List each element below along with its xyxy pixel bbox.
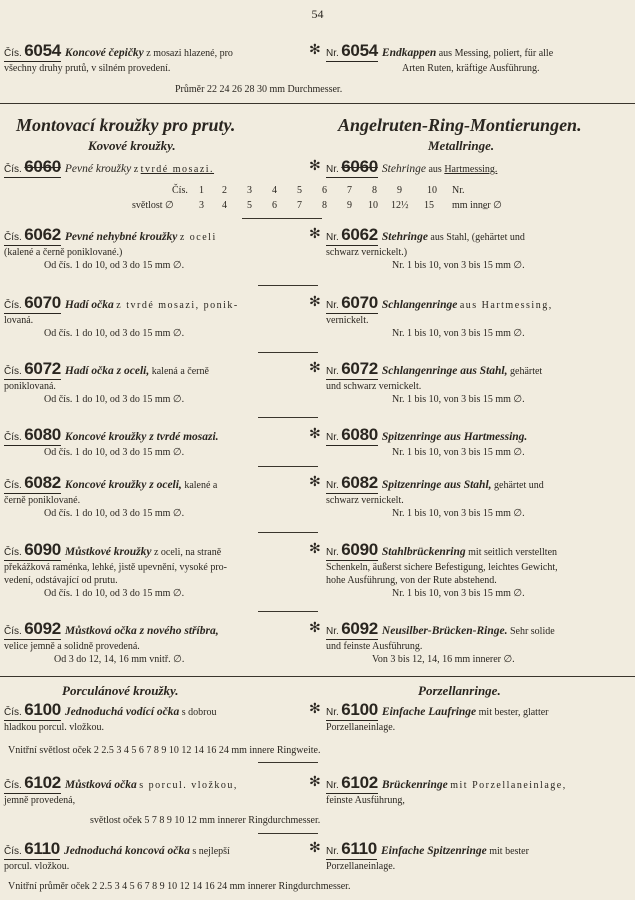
item-desc: aus Hartmessing, <box>459 300 553 311</box>
item-6100-de <box>326 700 632 734</box>
item-desc: mit seitlich verstellten <box>468 547 558 558</box>
item-sizes: Nr. 1 bis 10, von 3 bis 15 mm ∅. <box>392 588 525 599</box>
size-list: Vnitřní světlost oček 2 2.5 3 4 5 6 7 8 9 10 12 14 16 24 mm innere Ringweite. <box>8 745 321 756</box>
row-label: Čís. <box>172 185 188 196</box>
item-prefix: Čís. <box>4 480 22 491</box>
item-prefix: Čís. <box>4 432 22 443</box>
star-icon: ✻ <box>309 43 321 58</box>
item-6070-de <box>326 293 632 340</box>
item-6072-cz <box>4 359 306 406</box>
size-cell: 9 <box>397 185 402 196</box>
size-cell: 5 <box>297 185 302 196</box>
item-desc-line: vedení, odstávající od prutu. <box>4 575 118 586</box>
item-title: Můstková očka <box>64 779 137 791</box>
item-title: Pevné kroužky <box>64 163 132 175</box>
item-code: 6110 <box>24 839 60 858</box>
size-cell: 3 <box>247 185 252 196</box>
item-desc-line: hohe Ausführung, von der Rute abstehend. <box>326 575 497 586</box>
item-desc-line: černě poniklované. <box>4 495 81 506</box>
size-list: světlost oček 5 7 8 9 10 12 mm innerer Ringdurchmesser. <box>90 815 321 826</box>
page-number: 54 <box>311 7 324 21</box>
item-code: 6090 <box>341 540 378 559</box>
item-code: 6062 <box>341 225 378 244</box>
size-cell: 10 <box>427 185 437 196</box>
item-desc-line: velice jemně a solidně provedená. <box>4 641 140 652</box>
item-prefix: Čís. <box>4 626 22 637</box>
item-desc-line: Porzellaneinlage. <box>326 722 396 733</box>
item-prefix: Čís. <box>4 707 22 718</box>
item-desc-line: poniklovaná. <box>4 381 56 392</box>
star-icon: ✻ <box>309 775 321 790</box>
item-desc-line: schwarz vernickelt.) <box>326 247 408 258</box>
size-cell: 8 <box>322 200 327 211</box>
item-title: Spitzenringe aus Stahl, <box>381 479 492 491</box>
item-desc: s nejlepší <box>192 846 230 857</box>
size-cell: 7 <box>347 185 352 196</box>
item-desc-line: feinste Ausführung, <box>326 795 405 806</box>
item-desc: z tvrdé mosazi, ponik- <box>116 300 239 311</box>
item-code: 6102 <box>24 773 61 792</box>
size-list: Průměr 22 24 26 28 30 mm Durchmesser. <box>175 84 343 95</box>
star-icon: ✻ <box>309 475 321 490</box>
item-sizes: Od čís. 1 do 10, od 3 do 15 mm ∅. <box>44 508 185 519</box>
star-icon: ✻ <box>309 227 321 242</box>
item-desc: aus <box>428 164 442 175</box>
item-desc: s porcul. vložkou, <box>139 780 238 791</box>
item-prefix: Nr. <box>326 232 339 243</box>
item-desc: kalené a <box>184 480 218 491</box>
item-6110-cz <box>4 839 306 873</box>
subsection-title-cz: Kovové kroužky. <box>88 138 176 153</box>
entry-divider <box>258 285 318 286</box>
item-code: 6090 <box>24 540 61 559</box>
item-title: Endkappen <box>381 47 437 59</box>
item-desc: aus Messing, poliert, für alle <box>438 48 554 59</box>
item-desc: mit Porzellaneinlage, <box>450 780 567 791</box>
item-code: 6100 <box>24 700 61 719</box>
item-title: Schlangenringe aus Stahl, <box>381 365 508 377</box>
item-6072-de <box>326 359 632 406</box>
row-label: světlost ∅ <box>132 200 174 211</box>
item-desc-line: und feinste Ausführung. <box>326 641 423 652</box>
item-desc: kalená a černě <box>151 366 209 377</box>
item-code: 6082 <box>341 473 378 492</box>
item-code: 6092 <box>341 619 378 638</box>
size-cell: 12½ <box>391 200 409 211</box>
item-prefix: Nr. <box>326 846 339 857</box>
item-sizes: Nr. 1 bis 10, von 3 bis 15 mm ∅. <box>392 394 525 405</box>
item-desc-line: schwarz vernickelt. <box>326 495 404 506</box>
item-title: Koncové čepičky <box>64 47 144 59</box>
item-6080-de <box>326 425 632 459</box>
item-6102-de <box>326 773 632 807</box>
item-desc-line: překážková raménka, lehké, jistě upevnění, vysoké pro- <box>4 562 227 573</box>
section-divider <box>0 676 635 677</box>
item-6070-cz <box>4 293 306 340</box>
item-desc: Sehr solide <box>509 626 555 637</box>
item-desc-line: Schenkeln, äußerst sichere Befestigung, leichtes Gewicht, <box>326 562 558 573</box>
subsection-title-cz: Porculánové kroužky. <box>62 683 179 698</box>
item-sizes: Od čís. 1 do 10, od 3 do 15 mm ∅. <box>44 394 185 405</box>
item-prefix: Čís. <box>4 547 22 558</box>
item-prefix: Čís. <box>4 164 22 175</box>
item-prefix: Nr. <box>326 164 339 175</box>
item-title: Brückenringe <box>381 779 448 791</box>
item-6054-de <box>326 41 632 75</box>
item-code: 6110 <box>341 839 377 858</box>
entry-divider <box>258 833 318 834</box>
item-prefix: Čís. <box>4 232 22 243</box>
item-title: Spitzenringe aus Hartmessing. <box>381 431 528 443</box>
item-prefix: Nr. <box>326 432 339 443</box>
item-code: 6054 <box>24 41 61 60</box>
item-desc: aus Stahl, (gehärtet und <box>430 232 525 243</box>
item-title: Koncové kroužky z oceli, <box>64 479 182 491</box>
item-prefix: Nr. <box>326 366 339 377</box>
item-6082-de <box>326 473 632 520</box>
star-icon: ✻ <box>309 427 321 442</box>
star-icon: ✻ <box>309 295 321 310</box>
item-code: 6092 <box>24 619 61 638</box>
entry-divider <box>242 218 322 219</box>
item-prefix: Nr. <box>326 48 339 59</box>
item-title: Hadí očka <box>64 299 114 311</box>
item-desc-line: Arten Ruten, kräftige Ausführung. <box>402 63 540 74</box>
item-desc: mit bester, glatter <box>478 707 549 718</box>
item-6092-cz <box>4 619 306 666</box>
item-code: 6100 <box>341 700 378 719</box>
entry-divider <box>258 762 318 763</box>
item-title: Hadí očka z oceli, <box>64 365 150 377</box>
item-title: Pevné nehybné kroužky <box>64 231 178 243</box>
item-desc: z mosazi hlazené, pro <box>146 48 233 59</box>
item-desc-line: vernickelt. <box>326 315 369 326</box>
size-cell: 7 <box>297 200 302 211</box>
item-sizes: Nr. 1 bis 10, von 3 bis 15 mm ∅. <box>392 260 525 271</box>
item-6082-cz <box>4 473 306 520</box>
subsection-title-de: Porzellanringe. <box>418 683 501 698</box>
size-cell: 6 <box>322 185 327 196</box>
item-6054-cz <box>4 41 306 75</box>
item-code: 6070 <box>341 293 378 312</box>
entry-divider <box>258 466 318 467</box>
item-desc-line: Porzellaneinlage. <box>326 861 396 872</box>
section-divider <box>0 103 635 104</box>
item-code: 6080 <box>24 425 61 444</box>
star-icon: ✻ <box>309 159 321 174</box>
size-cell: 8 <box>372 185 377 196</box>
item-prefix: Čís. <box>4 366 22 377</box>
item-sizes: Nr. 1 bis 10, von 3 bis 15 mm ∅. <box>392 447 525 458</box>
entry-divider <box>258 611 318 612</box>
item-prefix: Nr. <box>326 547 339 558</box>
size-cell: 6 <box>272 200 277 211</box>
item-code: 6070 <box>24 293 61 312</box>
item-desc: z oceli, na straně <box>153 547 222 558</box>
item-prefix: Nr. <box>326 780 339 791</box>
item-6092-de <box>326 619 632 666</box>
item-title: Einfache Laufringe <box>381 706 477 718</box>
item-prefix: Čís. <box>4 300 22 311</box>
item-code: 6060 <box>24 157 61 176</box>
item-title: Jednoduchá vodící očka <box>64 706 180 718</box>
row-end: Nr. <box>452 185 465 196</box>
size-table-6060 <box>0 185 635 215</box>
item-6100-cz <box>4 700 306 734</box>
item-sizes: Od 3 do 12, 14, 16 mm vnitř. ∅. <box>54 654 185 665</box>
item-prefix: Čís. <box>4 780 22 791</box>
item-prefix: Nr. <box>326 480 339 491</box>
item-title: Stehringe <box>381 163 426 175</box>
item-prefix: Čís. <box>4 846 22 857</box>
item-title: Schlangenringe <box>381 299 458 311</box>
item-prefix: Nr. <box>326 707 339 718</box>
section-title-de: Angelruten-Ring-Montierungen. <box>338 115 582 135</box>
item-code: 6072 <box>341 359 378 378</box>
size-cell: 15 <box>424 200 434 211</box>
item-6060-cz <box>4 157 306 178</box>
item-desc-line: všechny druhy prutů, v silném provedení. <box>4 63 171 74</box>
item-6090-cz <box>4 540 306 600</box>
item-prefix: Nr. <box>326 626 339 637</box>
item-code: 6062 <box>24 225 61 244</box>
item-sizes: Od čís. 1 do 10, od 3 do 15 mm ∅. <box>44 260 185 271</box>
item-desc-line: lovaná. <box>4 315 34 326</box>
item-desc: s dobrou <box>181 707 217 718</box>
star-icon: ✻ <box>309 542 321 557</box>
size-cell: 4 <box>222 200 227 211</box>
size-cell: 1 <box>199 185 204 196</box>
item-desc: tvrdé mosazi. <box>140 164 215 175</box>
item-title: Můstková očka z nového stříbra, <box>64 625 219 637</box>
item-6110-de <box>326 839 632 873</box>
item-6090-de <box>326 540 632 600</box>
item-code: 6080 <box>341 425 378 444</box>
item-sizes: Od čís. 1 do 10, od 3 do 15 mm ∅. <box>44 447 185 458</box>
item-desc-line: und schwarz vernickelt. <box>326 381 422 392</box>
item-title: Stehringe <box>381 231 428 243</box>
item-code: 6060 <box>341 157 378 176</box>
size-list: Vnitřní průměr oček 2 2.5 3 4 5 6 7 8 9 10 12 14 16 24 mm innerer Ringdurchmesser. <box>8 881 351 892</box>
item-desc: z <box>133 164 139 175</box>
item-sizes: Nr. 1 bis 10, von 3 bis 15 mm ∅. <box>392 508 525 519</box>
size-cell: 10 <box>368 200 378 211</box>
item-code: 6102 <box>341 773 378 792</box>
item-desc: gehärtet und <box>494 480 544 491</box>
item-desc-line: (kalené a černě poniklované.) <box>4 247 123 258</box>
entry-divider <box>258 532 318 533</box>
size-cell: 5 <box>247 200 252 211</box>
item-sizes: Nr. 1 bis 10, von 3 bis 15 mm ∅. <box>392 328 525 339</box>
item-title: Einfache Spitzenringe <box>380 845 487 857</box>
item-desc: mit bester <box>489 846 529 857</box>
star-icon: ✻ <box>309 702 321 717</box>
item-code: 6082 <box>24 473 61 492</box>
item-title: Jednoduchá koncová očka <box>63 845 190 857</box>
size-cell: 4 <box>272 185 277 196</box>
item-code: 6072 <box>24 359 61 378</box>
item-sizes: Von 3 bis 12, 14, 16 mm innerer ∅. <box>372 654 515 665</box>
item-prefix: Nr. <box>326 300 339 311</box>
item-desc-line: porcul. vložkou. <box>4 861 70 872</box>
item-desc-line: jemně provedená, <box>4 795 76 806</box>
item-6062-cz <box>4 225 306 272</box>
item-6102-cz <box>4 773 306 807</box>
item-sizes: Od čís. 1 do 10, od 3 do 15 mm ∅. <box>44 588 185 599</box>
item-title: Neusilber-Brücken-Ringe. <box>381 625 508 637</box>
section-title-cz: Montovací kroužky pro pruty. <box>16 115 236 135</box>
entry-divider <box>258 417 318 418</box>
item-desc: gehärtet <box>510 366 543 377</box>
size-cell: 3 <box>199 200 204 211</box>
item-prefix: Čís. <box>4 48 22 59</box>
size-cell: 2 <box>222 185 227 196</box>
item-title: Koncové kroužky z tvrdé mosazi. <box>64 431 219 443</box>
item-sizes: Od čís. 1 do 10, od 3 do 15 mm ∅. <box>44 328 185 339</box>
item-title: Stahlbrückenring <box>381 546 466 558</box>
item-6060-de <box>326 157 632 178</box>
item-title: Můstkové kroužky <box>64 546 152 558</box>
item-6062-de <box>326 225 632 272</box>
star-icon: ✻ <box>309 361 321 376</box>
entry-divider <box>258 352 318 353</box>
item-code: 6054 <box>341 41 378 60</box>
star-icon: ✻ <box>309 841 321 856</box>
item-6080-cz <box>4 425 306 459</box>
item-desc: Hartmessing. <box>444 164 498 175</box>
item-desc: z oceli <box>179 232 217 243</box>
star-icon: ✻ <box>309 621 321 636</box>
row-end: mm inne̲r ∅ <box>452 200 502 211</box>
subsection-title-de: Metallringe. <box>428 138 495 153</box>
item-desc-line: hladkou porcul. vložkou. <box>4 722 104 733</box>
size-cell: 9 <box>347 200 352 211</box>
